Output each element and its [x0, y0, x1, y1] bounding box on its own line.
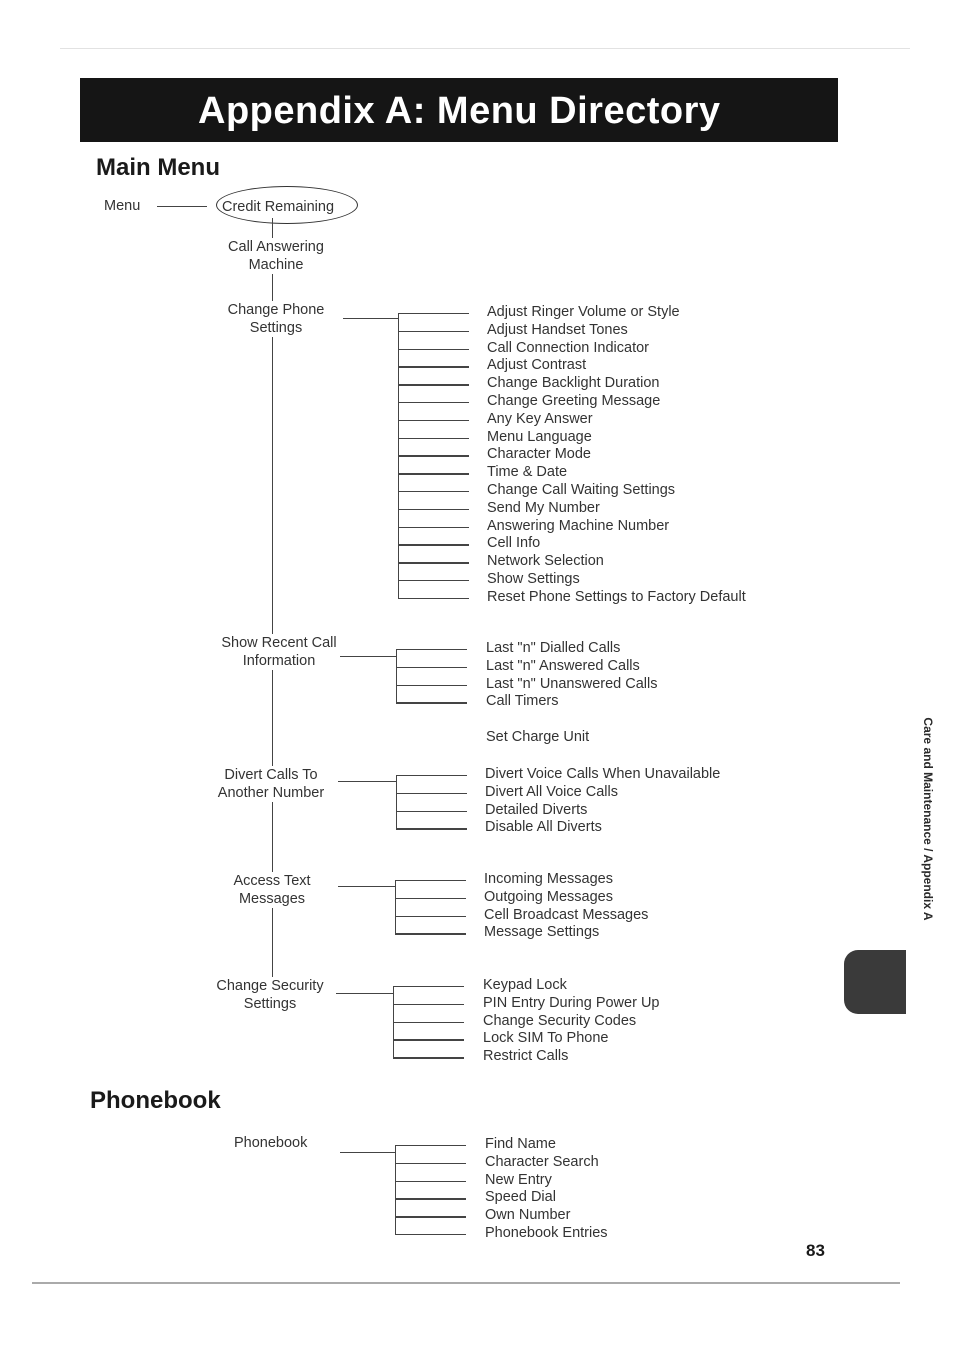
item-tick — [396, 667, 467, 668]
group-label-4-1: Messages — [192, 890, 352, 908]
group-label-1-0: Change Phone — [196, 301, 356, 319]
item-tick — [393, 1057, 464, 1058]
root-connector — [157, 206, 207, 207]
item-tick — [396, 793, 467, 794]
phonebook-item: Own Number — [485, 1207, 571, 1224]
item-tick — [396, 775, 467, 776]
menu-item: Change Call Waiting Settings — [487, 482, 676, 498]
menu-item: Keypad Lock — [483, 977, 567, 993]
menu-item: Lock SIM To Phone — [483, 1030, 609, 1047]
menu-item: Cell Info — [487, 535, 541, 552]
group-bracket-3 — [396, 775, 397, 828]
menu-item: Change Backlight Duration — [487, 375, 660, 392]
group-connector-3 — [338, 781, 396, 782]
menu-item: Last "n" Unanswered Calls — [486, 675, 658, 692]
item-tick — [396, 811, 467, 812]
menu-item: Adjust Handset Tones — [487, 321, 628, 338]
menu-item: Answering Machine Number — [487, 517, 670, 534]
item-tick — [398, 455, 469, 456]
group-connector-4 — [338, 886, 395, 887]
menu-item: Disable All Diverts — [485, 819, 602, 836]
item-tick — [395, 916, 466, 917]
item-tick — [398, 491, 469, 492]
menu-item: Restrict Calls — [483, 1048, 569, 1065]
menu-item: Show Settings — [487, 571, 580, 587]
item-tick — [398, 544, 469, 545]
phonebook-item: New Entry — [485, 1171, 552, 1188]
item-tick — [398, 509, 469, 510]
menu-item: Call Timers — [486, 693, 559, 710]
phonebook-item-tick — [395, 1198, 466, 1199]
item-tick — [396, 685, 467, 686]
group-label-0-0: Call Answering — [196, 238, 356, 256]
item-tick — [396, 828, 467, 829]
group-bracket-2 — [396, 649, 397, 702]
main-menu-heading: Main Menu — [96, 154, 220, 181]
menu-item-extra: Set Charge Unit — [486, 729, 590, 745]
side-tab-text: Care and Maintenance / Appendix A — [921, 717, 935, 921]
phonebook-item-tick — [395, 1181, 466, 1182]
menu-item: PIN Entry During Power Up — [483, 994, 660, 1011]
phonebook-item: Phonebook Entries — [485, 1225, 608, 1241]
menu-item: Call Connection Indicator — [487, 339, 650, 356]
phonebook-item-tick — [395, 1163, 466, 1164]
group-connector-2 — [340, 656, 396, 657]
menu-root-label: Menu — [104, 198, 141, 214]
menu-item: Adjust Contrast — [487, 357, 587, 374]
phonebook-bracket — [395, 1145, 396, 1234]
item-tick — [398, 313, 469, 314]
menu-item: Send My Number — [487, 499, 600, 516]
item-tick — [398, 580, 469, 581]
phonebook-item: Speed Dial — [485, 1189, 556, 1206]
menu-item: Menu Language — [487, 428, 592, 445]
item-tick — [398, 366, 469, 367]
item-tick — [398, 473, 469, 474]
item-tick — [398, 438, 469, 439]
credit-remaining-label: Credit Remaining — [222, 199, 335, 215]
phonebook-item-tick — [395, 1145, 466, 1146]
menu-item: Divert Voice Calls When Unavailable — [485, 766, 721, 782]
item-tick — [398, 402, 469, 403]
group-label-2-1: Information — [199, 652, 359, 670]
item-tick — [393, 986, 464, 987]
phonebook-connector — [340, 1152, 395, 1153]
menu-item: Outgoing Messages — [484, 888, 613, 905]
group-bracket-4 — [395, 880, 396, 933]
top-rule — [60, 48, 910, 49]
phonebook-label: Phonebook — [234, 1135, 308, 1151]
menu-item: Message Settings — [484, 924, 600, 941]
group-connector-5 — [336, 993, 393, 994]
item-tick — [393, 1004, 464, 1005]
item-tick — [398, 527, 469, 528]
group-label-3-1: Another Number — [191, 784, 351, 802]
item-tick — [398, 331, 469, 332]
group-label-3-0: Divert Calls To — [191, 766, 351, 784]
group-label-5-1: Settings — [190, 995, 350, 1013]
item-tick — [393, 1022, 464, 1023]
phonebook-item: Character Search — [485, 1153, 599, 1170]
group-label-1-1: Settings — [196, 319, 356, 337]
item-tick — [398, 420, 469, 421]
group-label-0-1: Machine — [196, 256, 356, 274]
menu-item: Last "n" Dialled Calls — [486, 640, 621, 656]
menu-item: Change Security Codes — [483, 1012, 637, 1029]
item-tick — [395, 880, 466, 881]
item-tick — [398, 598, 469, 599]
group-connector-1 — [343, 318, 398, 319]
menu-item: Change Greeting Message — [487, 393, 661, 409]
page-number: 83 — [806, 1241, 825, 1260]
item-tick — [396, 649, 467, 650]
menu-item: Time & Date — [487, 464, 568, 481]
group-label-2-0: Show Recent Call — [199, 634, 359, 652]
bottom-rule — [32, 1282, 900, 1284]
phonebook-item-tick — [395, 1216, 466, 1217]
phonebook-heading: Phonebook — [90, 1087, 221, 1114]
group-label-5-0: Change Security — [190, 977, 350, 995]
group-label-4-0: Access Text — [192, 872, 352, 890]
menu-item: Incoming Messages — [484, 871, 613, 887]
title-bar — [80, 78, 838, 142]
item-tick — [395, 898, 466, 899]
menu-item: Divert All Voice Calls — [485, 783, 618, 800]
menu-item: Any Key Answer — [487, 410, 593, 427]
page-title: Appendix A: Menu Directory — [198, 90, 721, 132]
menu-item: Detailed Diverts — [485, 801, 588, 818]
item-tick — [398, 349, 469, 350]
item-tick — [398, 562, 469, 563]
menu-item: Reset Phone Settings to Factory Default — [487, 588, 746, 605]
item-tick — [396, 702, 467, 703]
item-tick — [393, 1039, 464, 1040]
menu-item: Cell Broadcast Messages — [484, 906, 649, 923]
menu-item: Last "n" Answered Calls — [486, 657, 640, 674]
menu-item: Character Mode — [487, 446, 591, 463]
menu-item: Adjust Ringer Volume or Style — [487, 304, 680, 320]
side-tab-block — [844, 950, 906, 1014]
phonebook-item-tick — [395, 1234, 466, 1235]
item-tick — [398, 384, 469, 385]
menu-item: Network Selection — [487, 553, 604, 570]
item-tick — [395, 933, 466, 934]
phonebook-item: Find Name — [485, 1136, 556, 1152]
